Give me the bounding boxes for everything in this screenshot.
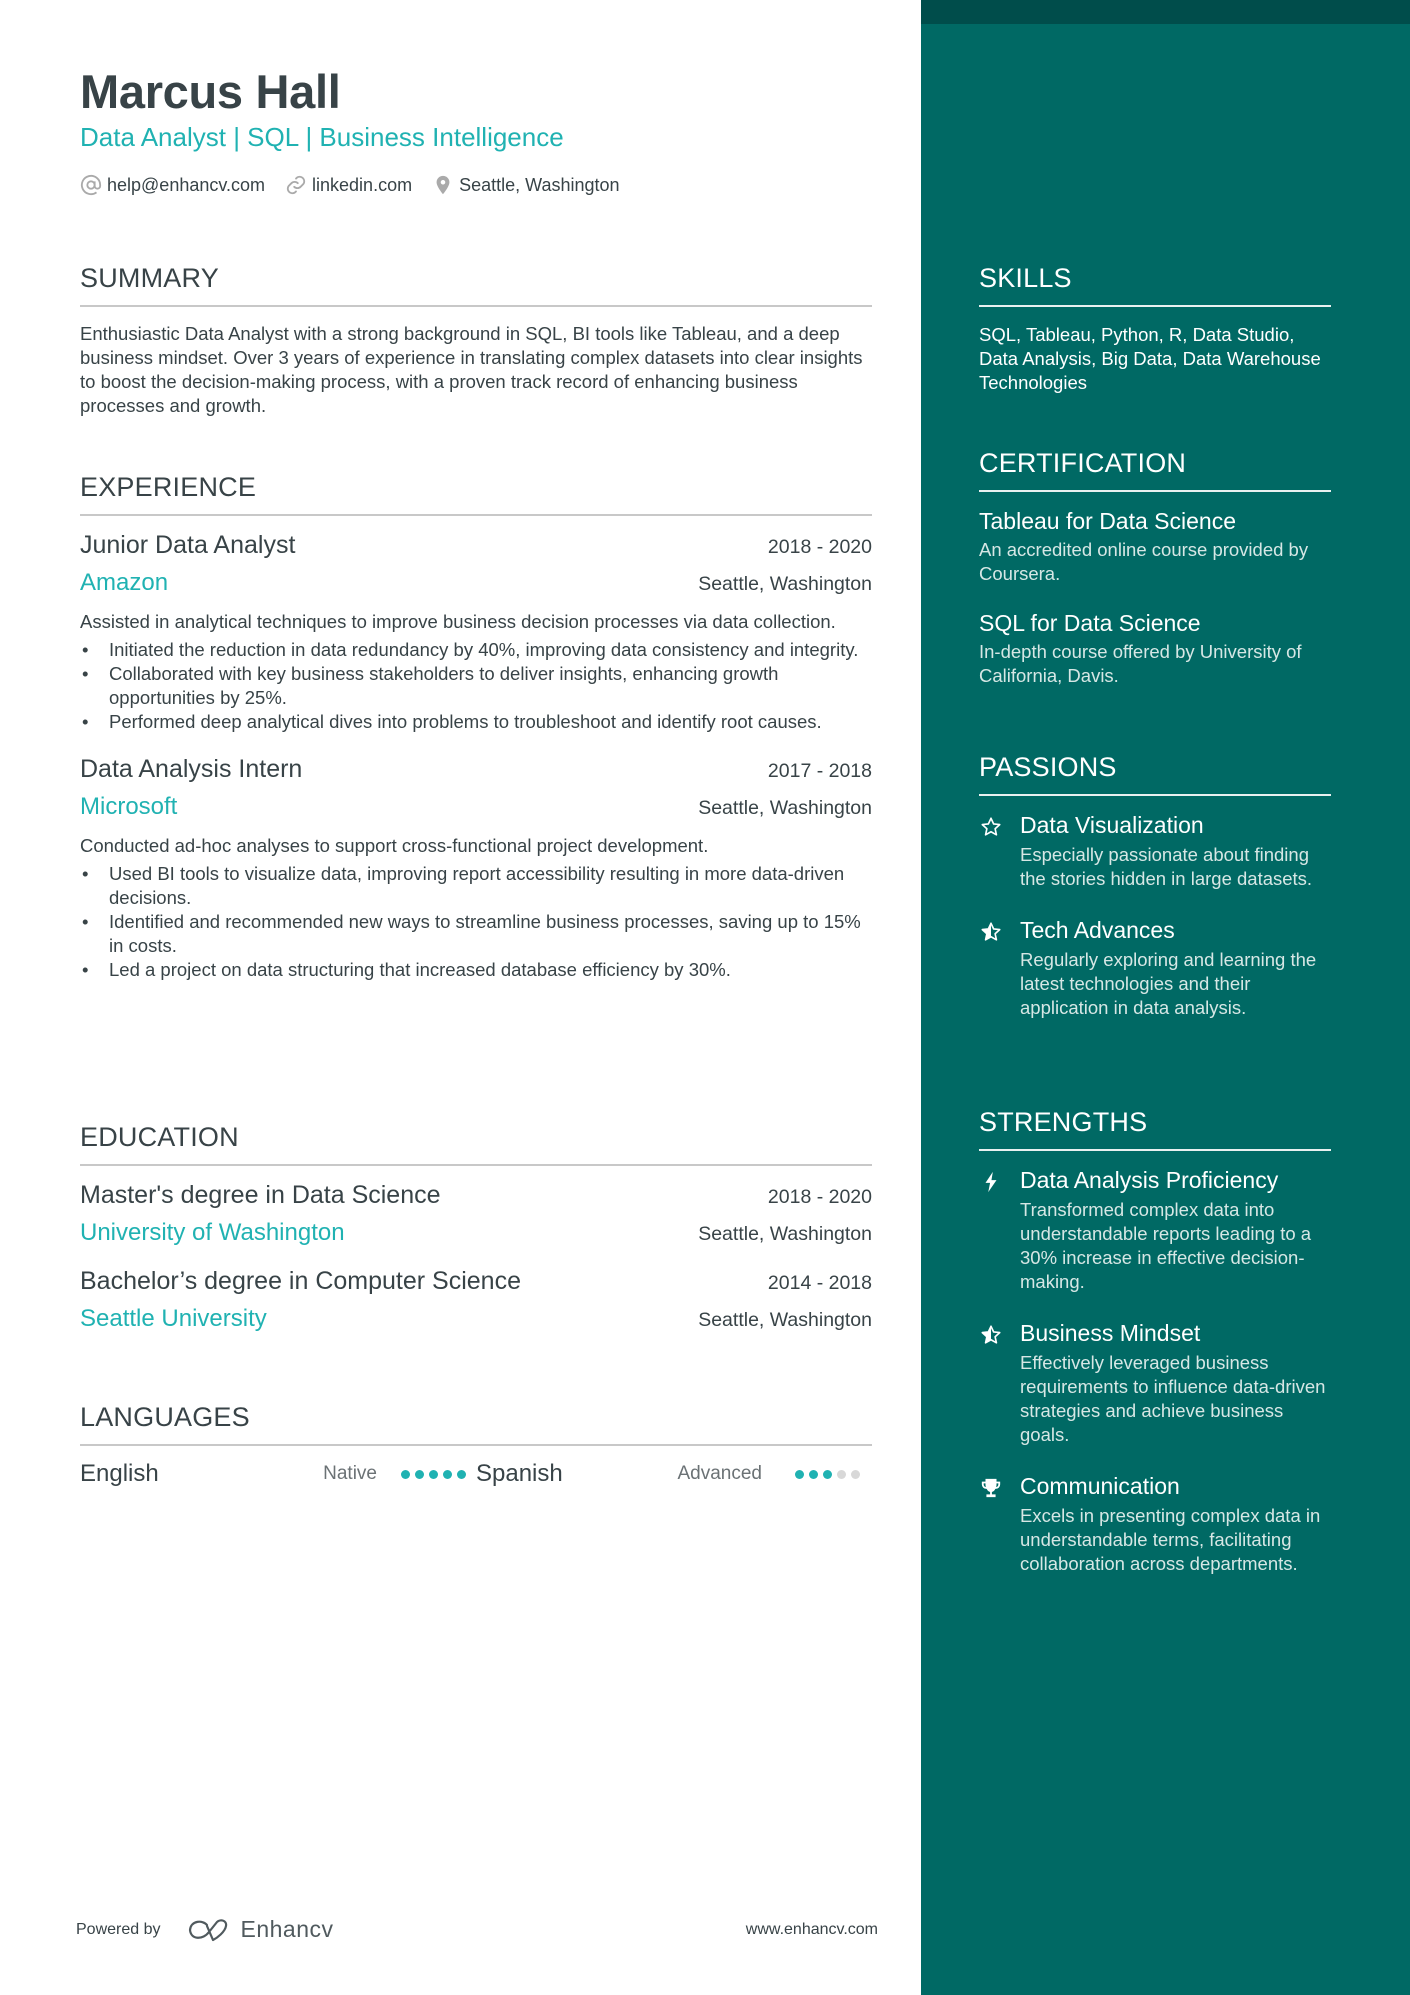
rating-dot-filled: [401, 1470, 410, 1479]
contact-location-text: Seattle, Washington: [459, 175, 620, 195]
education-section: [80, 1120, 872, 1336]
passion-entry: [979, 915, 1331, 1020]
education-title: EDUCATION: [80, 1122, 239, 1152]
language-level: Advanced: [677, 1463, 762, 1484]
rating-dot-empty: [851, 1470, 860, 1479]
certification-entry: [979, 608, 1331, 688]
language-entry: [476, 1460, 872, 1488]
passion-description: Especially passionate about finding the stories hidden in large datasets.: [1020, 844, 1313, 889]
language-entry: [80, 1460, 476, 1488]
education-dates: 2018 - 2020: [767, 1186, 872, 1208]
certification-section: [979, 446, 1331, 688]
company-name: Microsoft: [80, 793, 178, 820]
summary-section: [80, 261, 872, 418]
strengths-title: STRENGTHS: [979, 1107, 1148, 1137]
star-half-icon: [979, 920, 1003, 944]
education-dates: 2014 - 2018: [767, 1272, 872, 1294]
brand-name: Enhancv: [240, 1916, 334, 1942]
bullet-item: • Performed deep analytical dives into problems to troubleshoot and identify root causes.: [80, 710, 872, 734]
degree-name: Bachelor’s degree in Computer Science: [80, 1267, 521, 1295]
strength-entry: [979, 1165, 1331, 1294]
job-location: Seattle, Washington: [698, 573, 872, 595]
strength-title: Business Mindset: [1020, 1320, 1201, 1346]
bullet-item: • Identified and recommended new ways to streamline business processes, saving up to 15% in costs.: [80, 910, 872, 958]
school-name: University of Washington: [80, 1219, 345, 1246]
education-entry: [80, 1264, 872, 1336]
at-icon: [80, 174, 102, 196]
lightning-bolt-icon: [979, 1170, 1003, 1194]
job-title: Junior Data Analyst: [80, 531, 296, 559]
skills-section: [979, 261, 1331, 395]
bullet-item: • Initiated the reduction in data redundancy by 40%, improving data consistency and integrity.: [80, 638, 872, 662]
school-name: Seattle University: [80, 1305, 267, 1332]
job-description: Conducted ad-hoc analyses to support cross-functional project development.: [80, 835, 709, 856]
job-description: Assisted in analytical techniques to improve business decision processes via data collection.: [80, 611, 836, 632]
contact-linkedin[interactable]: [285, 172, 412, 198]
school-location: Seattle, Washington: [698, 1223, 872, 1245]
passion-entry: [979, 810, 1331, 891]
school-location: Seattle, Washington: [698, 1309, 872, 1331]
strength-description: Transformed complex data into understandable reports leading to a 30% increase in effective decision-making.: [1020, 1199, 1312, 1292]
passions-title: PASSIONS: [979, 752, 1117, 782]
strengths-section: [979, 1105, 1331, 1576]
section-divider: [979, 490, 1331, 492]
rating-dot-filled: [795, 1470, 804, 1479]
job-bullets: [80, 638, 872, 734]
section-divider: [80, 514, 872, 516]
enhancv-logo-icon: [187, 1918, 233, 1942]
job-bullets: [80, 862, 872, 982]
section-divider: [80, 305, 872, 307]
link-icon: [285, 174, 307, 196]
rating-dot-filled: [429, 1470, 438, 1479]
certification-entry: [979, 506, 1331, 586]
strength-description: Effectively leveraged business requirements to influence data-driven strategies and achieve business goals.: [1020, 1352, 1326, 1445]
section-divider: [979, 794, 1331, 796]
degree-name: Master's degree in Data Science: [80, 1181, 441, 1209]
trophy-icon: [979, 1476, 1003, 1500]
strength-description: Excels in presenting complex data in understandable terms, facilitating collaboration across departments.: [1020, 1505, 1321, 1574]
skills-text: SQL, Tableau, Python, R, Data Studio, Data Analysis, Big Data, Data Warehouse Technologies: [979, 324, 1321, 393]
strength-entry: [979, 1471, 1331, 1576]
section-divider: [979, 305, 1331, 307]
experience-title: EXPERIENCE: [80, 472, 257, 502]
experience-entry: [80, 752, 872, 982]
website-link[interactable]: www.enhancv.com: [745, 1920, 878, 1938]
sidebar: [921, 0, 1410, 1995]
certification-name: Tableau for Data Science: [979, 508, 1236, 534]
footer: [76, 1916, 878, 1943]
language-name: English: [80, 1460, 159, 1487]
rating-dot-empty: [837, 1470, 846, 1479]
star-half-icon: [979, 1323, 1003, 1347]
contact-bar: [80, 172, 640, 198]
rating-dot-filled: [457, 1470, 466, 1479]
passion-title: Data Visualization: [1020, 812, 1204, 838]
language-level: Native: [323, 1463, 377, 1484]
summary-title: SUMMARY: [80, 263, 219, 293]
strength-entry: [979, 1318, 1331, 1447]
rating-dot-filled: [809, 1470, 818, 1479]
certification-description: In-depth course offered by University of California, Davis.: [979, 641, 1302, 686]
rating-dot-filled: [823, 1470, 832, 1479]
strength-title: Data Analysis Proficiency: [1020, 1167, 1279, 1193]
contact-email-text: help@enhancv.com: [107, 175, 266, 195]
section-divider: [979, 1149, 1331, 1151]
rating-dot-filled: [443, 1470, 452, 1479]
passion-title: Tech Advances: [1020, 917, 1175, 943]
contact-location: [432, 172, 619, 198]
bullet-item: • Collaborated with key business stakeholders to deliver insights, enhancing growth opportunities by 25%.: [80, 662, 872, 710]
candidate-headline: Data Analyst | SQL | Business Intelligence: [80, 122, 564, 152]
location-pin-icon: [432, 174, 454, 196]
section-divider: [80, 1164, 872, 1166]
bullet-item: • Used BI tools to visualize data, improving report accessibility resulting in more data-driven decisions.: [80, 862, 872, 910]
powered-by-label: Powered by: [76, 1920, 161, 1938]
enhancv-logo[interactable]: [187, 1916, 334, 1943]
languages-section: [80, 1400, 872, 1488]
summary-text: Enthusiastic Data Analyst with a strong background in SQL, BI tools like Tableau, and a deep business mindset. Over 3 years of experience in translating complex datasets into clear insights to boost the decision-making process, with a proven track record of enhancing business processes and growth.: [80, 323, 863, 416]
star-outline-icon: [979, 815, 1003, 839]
sidebar-top-strip: [921, 0, 1410, 24]
job-dates: 2017 - 2018: [767, 760, 872, 782]
bullet-item: • Led a project on data structuring that increased database efficiency by 30%.: [80, 958, 872, 982]
passions-section: [979, 750, 1331, 1020]
certification-description: An accredited online course provided by Coursera.: [979, 539, 1309, 584]
language-rating: [401, 1470, 471, 1479]
contact-email[interactable]: [80, 172, 265, 198]
language-rating: [795, 1470, 865, 1479]
rating-dot-filled: [415, 1470, 424, 1479]
education-entry: [80, 1178, 872, 1250]
experience-entry: [80, 528, 872, 734]
language-name: Spanish: [476, 1460, 563, 1487]
skills-title: SKILLS: [979, 263, 1072, 293]
certification-title: CERTIFICATION: [979, 448, 1187, 478]
passion-description: Regularly exploring and learning the latest technologies and their application in data analysis.: [1020, 949, 1317, 1018]
company-name: Amazon: [80, 569, 169, 596]
candidate-name: Marcus Hall: [80, 65, 341, 118]
contact-linkedin-text: linkedin.com: [312, 175, 413, 195]
languages-title: LANGUAGES: [80, 1402, 250, 1432]
job-location: Seattle, Washington: [698, 797, 872, 819]
certification-name: SQL for Data Science: [979, 610, 1201, 636]
section-divider: [80, 1444, 872, 1446]
strength-title: Communication: [1020, 1473, 1180, 1499]
job-dates: 2018 - 2020: [767, 536, 872, 558]
job-title: Data Analysis Intern: [80, 755, 303, 783]
experience-section: [80, 470, 872, 982]
